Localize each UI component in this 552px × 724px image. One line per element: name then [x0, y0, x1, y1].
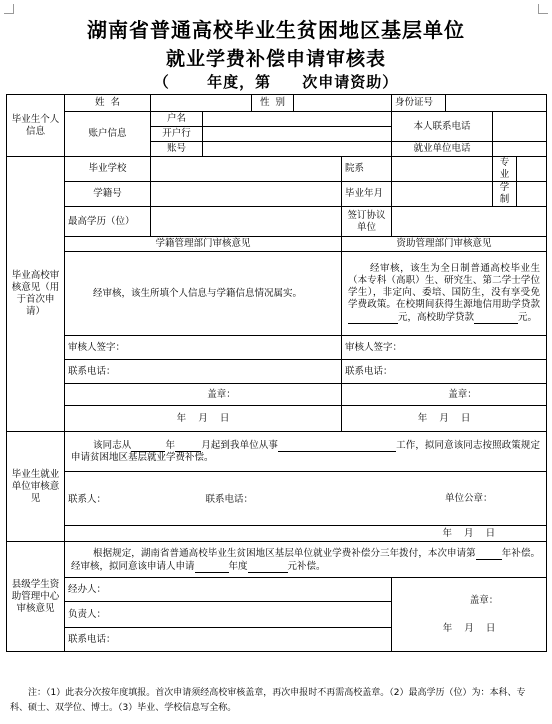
label-major: 专业	[493, 157, 517, 182]
registrar-reviewer-signature[interactable]: 审核人签字：	[65, 336, 342, 360]
section-employer-review: 毕业生就业单位审核意见	[7, 432, 65, 542]
label-bank: 开户行	[151, 127, 203, 142]
field-phone[interactable]	[493, 112, 547, 142]
form-title: 湖南省普通高校毕业生贫困地区基层单位	[87, 18, 465, 42]
label-gender: 性 别	[252, 95, 294, 112]
aid-text-part2: 元，高校助学贷款	[398, 312, 475, 323]
label-account-info: 账户信息	[65, 112, 151, 157]
field-job-type[interactable]	[278, 439, 396, 452]
aid-contact-phone[interactable]: 联系电话：	[342, 360, 547, 384]
label-account-number: 账号	[151, 142, 203, 157]
label-id-number: 身份证号	[392, 95, 446, 112]
employer-contact-phone[interactable]: 联系电话：	[203, 472, 392, 526]
county-leader[interactable]: 负责人：	[65, 602, 392, 628]
field-name[interactable]	[151, 95, 252, 112]
county-text-part1: 根据规定，湖南省普通高校毕业生贫困地区基层单位就业学费补偿分三年拨付，本次申请第	[93, 547, 476, 559]
field-account-name[interactable]	[203, 112, 392, 127]
field-id-number[interactable]	[446, 95, 547, 112]
registrar-review-heading: 学籍管理部门审核意见	[65, 237, 342, 252]
section-county-review: 县级学生资助管理中心审核意见	[7, 542, 65, 652]
label-contract-unit: 签订协议单位	[342, 207, 392, 237]
field-compensation-year[interactable]	[476, 547, 502, 560]
crop-mark-top-right	[538, 4, 548, 14]
registrar-date: 年 月 日	[65, 406, 342, 432]
label-school: 毕业学校	[65, 157, 151, 182]
form-subtitle: 就业学费补偿申请审核表	[165, 48, 386, 70]
field-apply-amount[interactable]	[248, 560, 288, 573]
employer-text-part1: 该同志从	[93, 440, 132, 451]
field-student-number[interactable]	[151, 182, 342, 207]
field-credit-loan-amount[interactable]	[348, 311, 398, 324]
aid-date: 年 月 日	[342, 406, 547, 432]
county-handler[interactable]: 经办人：	[65, 578, 392, 602]
field-school[interactable]	[151, 157, 342, 182]
employer-text-part2: 年	[165, 440, 176, 451]
form-year-line: （ 年度，第 次申请资助）	[153, 73, 399, 91]
section-personal-info: 毕业生个人信息	[7, 95, 65, 157]
field-start-month[interactable]	[175, 439, 201, 452]
field-employer-phone[interactable]	[493, 142, 547, 157]
aid-review-text	[342, 252, 547, 336]
field-major[interactable]	[517, 157, 547, 182]
registrar-seal: 盖章：	[65, 384, 342, 406]
field-apply-year[interactable]	[195, 560, 229, 573]
registrar-contact-phone[interactable]: 联系电话：	[65, 360, 342, 384]
field-contract-unit[interactable]	[392, 207, 547, 237]
field-start-year[interactable]	[131, 439, 165, 452]
county-seal-block	[392, 578, 547, 652]
employer-date: 年 月 日	[392, 526, 547, 542]
field-bank[interactable]	[203, 127, 392, 142]
employer-text-part3: 月起到我单位从事	[201, 440, 279, 451]
label-account-name: 户名	[151, 112, 203, 127]
aid-reviewer-signature[interactable]: 审核人签字：	[342, 336, 547, 360]
employer-text-part4: 工作，拟同意该同志按照政策规定申请贫困地区基层就业学费补偿。	[71, 440, 541, 463]
county-seal: 盖章：	[469, 594, 499, 606]
footnote: 注：（1）此表分次按年度填报。首次申请须经高校审核盖章，再次申报时不再需高校盖章。（2）最高学历（位）为：本科、专科、硕士、双学位、博士。（3）毕业、学校信息写全称。	[10, 688, 526, 713]
application-form-table	[6, 94, 547, 652]
aid-text-part1: 经审核，该生为全日制普通高校毕业生（本专科（高职）生、研究生、第二学士学位学生），非定向、委培、国防生，没有享受免学费政策。在校期间获得生源地信用助学贷款	[348, 263, 541, 310]
county-text-part2: 年补偿。经审核，拟同意该申请人申请	[71, 547, 541, 572]
field-study-length[interactable]	[517, 182, 547, 207]
crop-mark-top-left	[4, 4, 14, 14]
field-gender[interactable]	[294, 95, 392, 112]
field-bank-loan-amount[interactable]	[474, 311, 518, 324]
employer-statement	[65, 432, 547, 472]
section-school-review: 毕业高校审核意见（用于首次申请）	[7, 157, 65, 432]
label-student-number: 学籍号	[65, 182, 151, 207]
label-name: 姓 名	[65, 95, 151, 112]
aid-review-heading: 资助管理部门审核意见	[342, 237, 547, 252]
label-graduation-date: 毕业年月	[342, 182, 392, 207]
county-text-part4: 元补偿。	[287, 560, 326, 572]
county-statement	[65, 542, 547, 578]
label-study-length: 学制	[493, 182, 517, 207]
label-department: 院系	[342, 157, 392, 182]
field-department[interactable]	[392, 157, 493, 182]
county-contact-phone[interactable]: 联系电话：	[65, 628, 392, 652]
employer-blank	[65, 526, 392, 542]
field-highest-degree[interactable]	[151, 207, 342, 237]
county-text-part3: 年度	[228, 560, 248, 572]
county-date: 年 月 日	[442, 622, 496, 634]
aid-text-part3: 元。	[518, 312, 538, 323]
field-account-number[interactable]	[203, 142, 392, 157]
label-phone: 本人联系电话	[392, 112, 493, 142]
label-employer-phone: 就业单位电话	[392, 142, 493, 157]
aid-seal: 盖章：	[342, 384, 547, 406]
employer-contact-person[interactable]: 联系人：	[65, 472, 203, 526]
employer-official-seal: 单位公章：	[392, 472, 547, 526]
label-highest-degree: 最高学历（位）	[65, 207, 151, 237]
registrar-review-text: 经审核，该生所填个人信息与学籍信息情况属实。	[65, 252, 342, 336]
field-graduation-date[interactable]	[392, 182, 493, 207]
